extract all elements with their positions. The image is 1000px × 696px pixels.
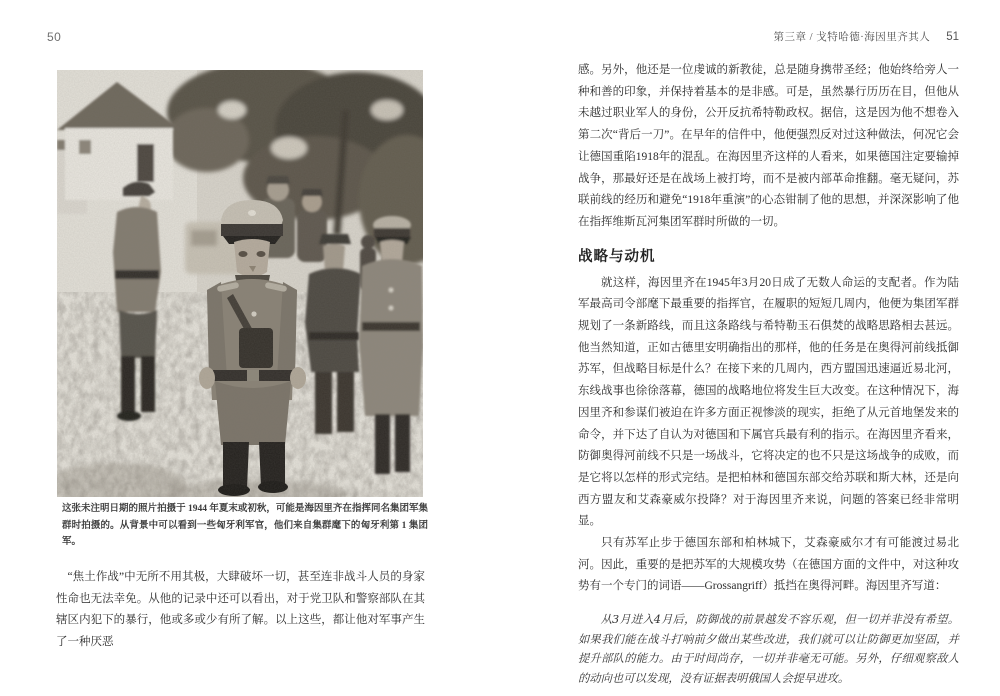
running-header [578, 29, 959, 44]
page-number-right: 51 [946, 31, 959, 43]
left-body-paragraph: “焦土作战”中无所不用其极，大肆破坏一切，甚至连非战斗人员的身家性命也无法幸免。从他的记录中还可以看出，对于党卫队和警察部队在其辖区内犯下的暴行，他或多或少有所了解。以上这些，都让他对军事产生了一种厌恶 [56, 571, 425, 648]
paragraph-continuation: 感。另外，他还是一位虔诚的新教徒，总是随身携带圣经；他始终给旁人一种和善的印象，并保持着基本的是非感。可是，虽然暴行历历在目，但他从未越过职业军人的身份，公开反抗希特勒政权。据信，这是因为他不想卷入第二次“背后一刀”。在早年的信件中，他便强烈反对过这种做法，何况它会让德国重陷1918年的混乱。在海因里齐这样的人看来，如果德国注定要输掉战争，那最好还是在战场上被打垮，而不是被内部革命推翻。毫无疑问，苏联前线的经历和避免“1918年重演”的心态钳制了他的思想，并深深影响了他在指挥维斯瓦河集团军群时所做的一切。 [578, 64, 959, 228]
photo-illustration [57, 70, 423, 497]
paragraph-grossangriff: 只有苏军止步于德国东部和柏林城下，艾森豪威尔才有可能渡过易北河。因此，重要的是把苏军的大规模攻势（在德国方面的文件中，对这种攻势有一个专门的词语——Grossangriff）抵挡在奥得河畔。海因里齐写道： [578, 537, 959, 593]
film-grain-overlay [57, 70, 423, 497]
chapter-title: 第三章 / 戈特哈德·海因里齐其人 [773, 32, 931, 43]
page-photo [57, 70, 423, 497]
heinrici-quote: 从3月进入4月后，防御战的前景越发不容乐观，但一切并非没有希望。如果我们能在战斗打响前夕做出某些改进，我们就可以让防御更加坚固，并提升部队的能力。由于时间尚存，一切并非毫无可能。另外，仔细观察敌人的动向也可以发现，没有证据表明俄国人会提早进攻。 [578, 613, 959, 685]
section-heading: 战略与动机 [578, 248, 656, 265]
photo-caption: 这张未注明日期的照片拍摄于 1944 年夏末或初秋，可能是海因里齐在指挥同名集团军集群时拍摄的。从背景中可以看到一些匈牙利军官，他们来自集群麾下的匈牙利第 1 集团军。 [62, 504, 428, 547]
page-number-left: 50 [47, 30, 62, 44]
paragraph-strategy: 就这样，海因里齐在1945年3月20日成了无数人命运的支配者。作为陆军最高司令部麾下最重要的指挥官，在履职的短短几周内，他便为集团军群规划了一条新路线，而且这条路线与希特勒玉石俱焚的战略思路相去甚远。他当然知道，正如古德里安明确指出的那样，他的任务是在奥得河前线抵御苏军，但战略目标是什么？在接下来的几周内，西方盟国迅速逼近易北河，东线战事也徐徐落幕，德国的战略地位将发生巨大改变。在这种情况下，海因里齐和参谋们被迫在许多方面正视惨淡的现实，拒绝了从元首地堡发来的命令，并下达了自认为对德国和下属官兵最有利的指示。在海因里齐看来，防御奥得河前线不只是一场战斗，它将决定的也不只是这场战争的成败，而是它将以怎样的形式完结。是把柏林和德国东部交给苏联和斯大林，还是向西方盟友和艾森豪威尔投降？对于海因里齐来说，问题的答案已经非常明显。 [578, 276, 959, 528]
right-text-column [578, 60, 959, 688]
